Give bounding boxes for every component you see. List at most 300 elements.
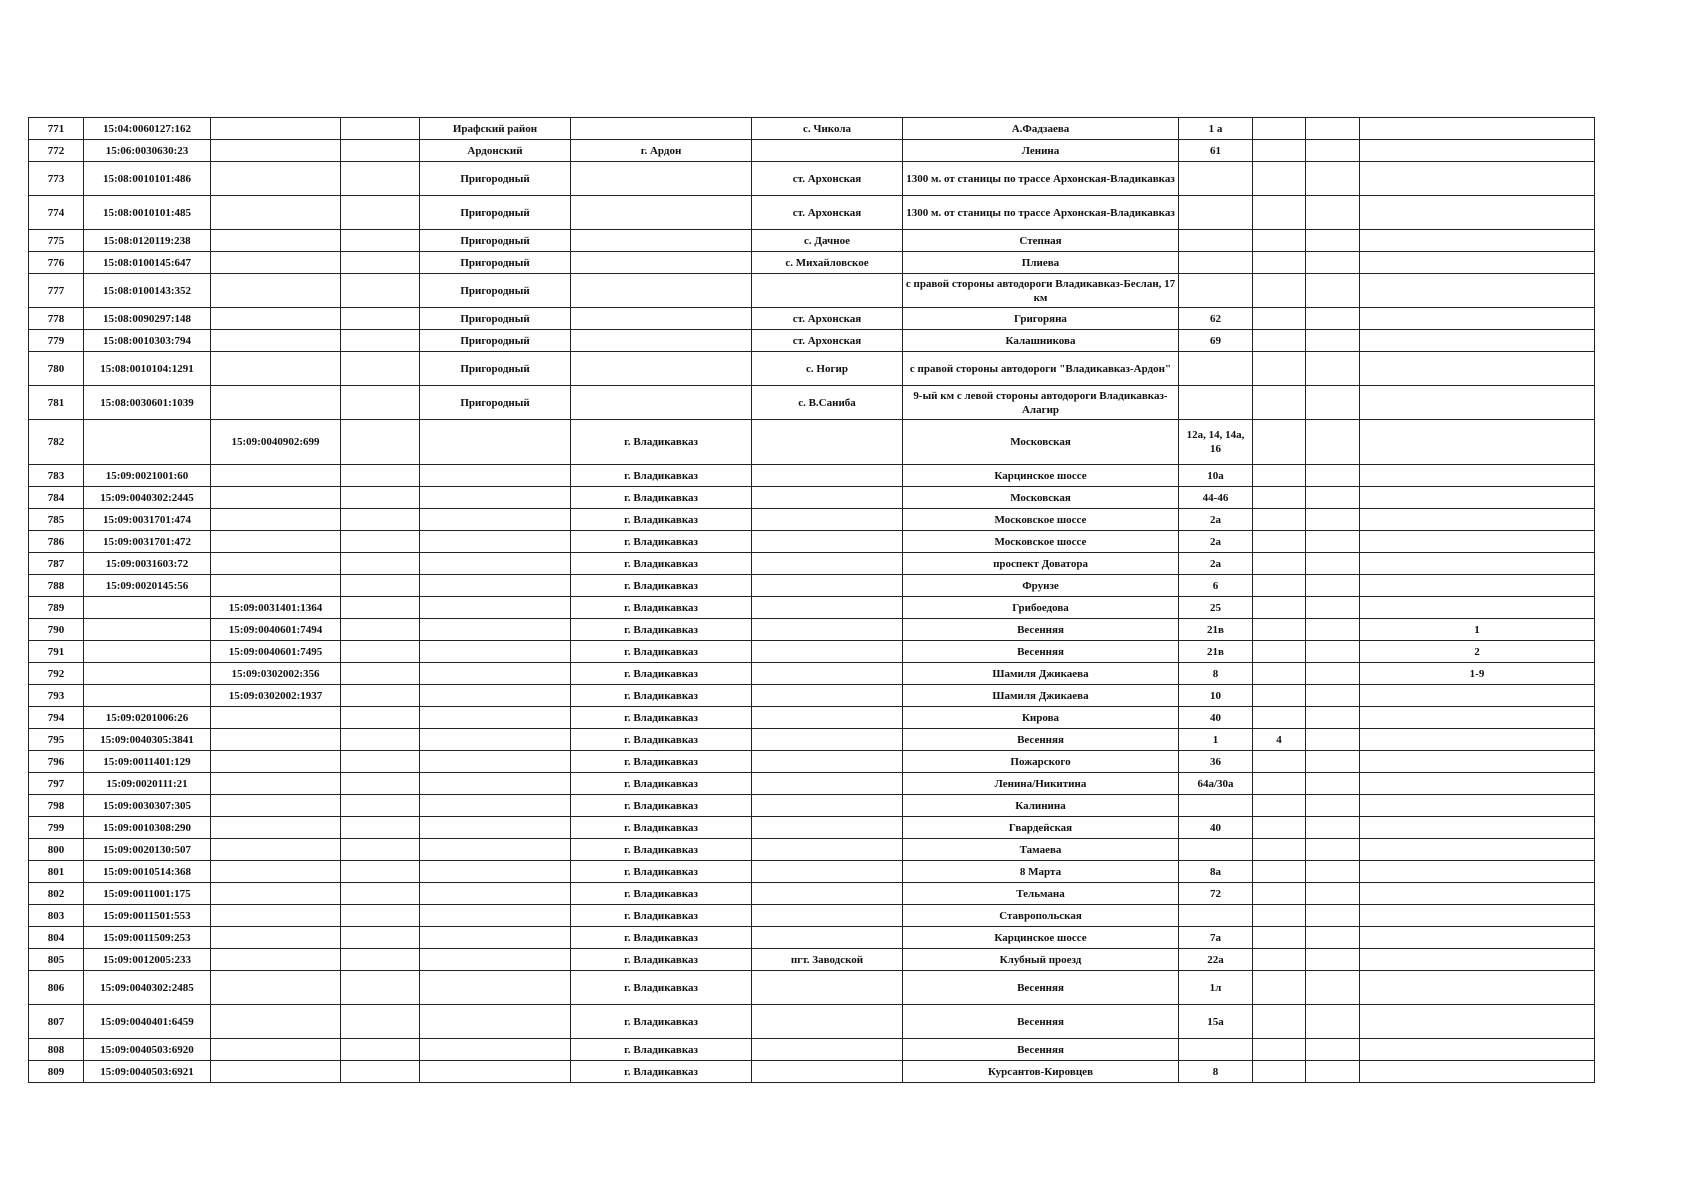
cell-cadastral-number-alt — [211, 817, 341, 839]
cell-col-10 — [1253, 531, 1306, 553]
cell-settlement: с. В.Саниба — [752, 386, 903, 420]
cell-empty-col-4 — [341, 1005, 420, 1039]
cell-region — [420, 883, 571, 905]
cell-empty-col-4 — [341, 795, 420, 817]
cell-region — [420, 905, 571, 927]
table-row — [29, 685, 1595, 707]
cell-region — [420, 597, 571, 619]
cell-col-10 — [1253, 773, 1306, 795]
cell-col-12 — [1360, 140, 1595, 162]
cell-house-number: 64а/30а — [1179, 773, 1253, 795]
table-row — [29, 817, 1595, 839]
cell-city — [571, 230, 752, 252]
cell-cadastral-number-alt — [211, 118, 341, 140]
cell-city — [571, 352, 752, 386]
cell-row-number: 773 — [29, 162, 84, 196]
cell-empty-col-4 — [341, 330, 420, 352]
cell-col-12 — [1360, 162, 1595, 196]
cell-house-number: 6 — [1179, 575, 1253, 597]
cell-settlement — [752, 707, 903, 729]
cell-cadastral-number-alt — [211, 949, 341, 971]
table-row — [29, 308, 1595, 330]
cell-city: г. Владикавказ — [571, 553, 752, 575]
cell-city: г. Владикавказ — [571, 465, 752, 487]
cell-city: г. Владикавказ — [571, 420, 752, 465]
table-row — [29, 531, 1595, 553]
cell-col-10 — [1253, 308, 1306, 330]
cell-empty-col-4 — [341, 274, 420, 308]
cell-settlement — [752, 883, 903, 905]
table-row — [29, 905, 1595, 927]
cell-cadastral-number: 15:08:0010101:485 — [84, 196, 211, 230]
cell-col-10 — [1253, 883, 1306, 905]
cell-col-10 — [1253, 140, 1306, 162]
cell-street: Ставропольская — [903, 905, 1179, 927]
cell-col-10 — [1253, 817, 1306, 839]
cell-street: 1300 м. от станицы по трассе Архонская-Владикавказ — [903, 196, 1179, 230]
cell-settlement — [752, 509, 903, 531]
cell-house-number: 40 — [1179, 707, 1253, 729]
cell-col-10 — [1253, 927, 1306, 949]
cell-cadastral-number — [84, 685, 211, 707]
cell-cadastral-number-alt — [211, 196, 341, 230]
cell-col-11 — [1306, 386, 1360, 420]
cell-col-12 — [1360, 330, 1595, 352]
cell-region: Пригородный — [420, 330, 571, 352]
cell-street: Весенняя — [903, 641, 1179, 663]
cell-street: Степная — [903, 230, 1179, 252]
cell-row-number: 802 — [29, 883, 84, 905]
cell-street: Ленина — [903, 140, 1179, 162]
cell-col-11 — [1306, 773, 1360, 795]
table-row — [29, 352, 1595, 386]
cell-settlement — [752, 465, 903, 487]
cell-cadastral-number-alt — [211, 1039, 341, 1061]
cell-col-10 — [1253, 509, 1306, 531]
cell-settlement — [752, 927, 903, 949]
cell-region — [420, 729, 571, 751]
cell-empty-col-4 — [341, 707, 420, 729]
cell-cadastral-number: 15:09:0012005:233 — [84, 949, 211, 971]
cell-empty-col-4 — [341, 949, 420, 971]
cell-col-10 — [1253, 1005, 1306, 1039]
cell-col-10 — [1253, 641, 1306, 663]
cell-house-number: 40 — [1179, 817, 1253, 839]
cell-street: Карцинское шоссе — [903, 465, 1179, 487]
cell-empty-col-4 — [341, 1061, 420, 1083]
cell-cadastral-number — [84, 597, 211, 619]
cell-empty-col-4 — [341, 252, 420, 274]
table-row — [29, 927, 1595, 949]
cell-house-number: 1 — [1179, 729, 1253, 751]
cell-cadastral-number: 15:08:0100145:647 — [84, 252, 211, 274]
cell-col-10 — [1253, 663, 1306, 685]
cell-row-number: 771 — [29, 118, 84, 140]
cell-empty-col-4 — [341, 531, 420, 553]
cell-region: Ирафский район — [420, 118, 571, 140]
cell-house-number — [1179, 905, 1253, 927]
cell-region — [420, 795, 571, 817]
table-row — [29, 1039, 1595, 1061]
cell-col-10 — [1253, 118, 1306, 140]
cell-region — [420, 1005, 571, 1039]
cell-house-number: 15а — [1179, 1005, 1253, 1039]
cell-col-12 — [1360, 230, 1595, 252]
cell-street: Пожарского — [903, 751, 1179, 773]
cell-house-number — [1179, 352, 1253, 386]
cell-col-12 — [1360, 751, 1595, 773]
cell-cadastral-number-alt — [211, 252, 341, 274]
cell-row-number: 788 — [29, 575, 84, 597]
cell-cadastral-number: 15:09:0010308:290 — [84, 817, 211, 839]
cell-settlement: с. Чикола — [752, 118, 903, 140]
cell-cadastral-number: 15:09:0030307:305 — [84, 795, 211, 817]
cell-cadastral-number-alt — [211, 707, 341, 729]
cell-city: г. Владикавказ — [571, 817, 752, 839]
cell-col-11 — [1306, 663, 1360, 685]
cell-cadastral-number-alt: 15:09:0302002:356 — [211, 663, 341, 685]
cell-col-10 — [1253, 861, 1306, 883]
cell-col-10 — [1253, 949, 1306, 971]
cell-settlement — [752, 971, 903, 1005]
cell-row-number: 772 — [29, 140, 84, 162]
cell-empty-col-4 — [341, 597, 420, 619]
cell-house-number — [1179, 196, 1253, 230]
cell-region — [420, 685, 571, 707]
table-row — [29, 707, 1595, 729]
cell-city: г. Владикавказ — [571, 905, 752, 927]
cell-house-number — [1179, 230, 1253, 252]
cell-col-11 — [1306, 729, 1360, 751]
cell-col-11 — [1306, 883, 1360, 905]
cell-settlement — [752, 487, 903, 509]
cell-row-number: 774 — [29, 196, 84, 230]
cell-cadastral-number: 15:09:0011401:129 — [84, 751, 211, 773]
cell-house-number — [1179, 162, 1253, 196]
cell-col-10 — [1253, 252, 1306, 274]
cell-col-11 — [1306, 905, 1360, 927]
cell-col-12 — [1360, 597, 1595, 619]
cell-col-11 — [1306, 685, 1360, 707]
cell-settlement — [752, 817, 903, 839]
cell-settlement — [752, 685, 903, 707]
table-row — [29, 465, 1595, 487]
cell-settlement — [752, 619, 903, 641]
cell-cadastral-number-alt — [211, 729, 341, 751]
cell-col-10 — [1253, 386, 1306, 420]
cell-row-number: 793 — [29, 685, 84, 707]
cell-city — [571, 274, 752, 308]
cell-street: Калашникова — [903, 330, 1179, 352]
cell-house-number: 36 — [1179, 751, 1253, 773]
cell-city: г. Владикавказ — [571, 641, 752, 663]
cell-col-12 — [1360, 707, 1595, 729]
cell-city — [571, 162, 752, 196]
cell-region — [420, 1061, 571, 1083]
cell-settlement — [752, 597, 903, 619]
cell-settlement: ст. Архонская — [752, 330, 903, 352]
cell-street: 8 Марта — [903, 861, 1179, 883]
cell-cadastral-number-alt — [211, 795, 341, 817]
cell-house-number: 8 — [1179, 663, 1253, 685]
cell-empty-col-4 — [341, 1039, 420, 1061]
cell-city: г. Владикавказ — [571, 487, 752, 509]
cell-row-number: 782 — [29, 420, 84, 465]
cell-col-11 — [1306, 971, 1360, 1005]
table-row — [29, 861, 1595, 883]
cell-settlement — [752, 420, 903, 465]
cell-region — [420, 509, 571, 531]
cell-street: Гвардейская — [903, 817, 1179, 839]
cell-col-12 — [1360, 553, 1595, 575]
cell-empty-col-4 — [341, 905, 420, 927]
cell-empty-col-4 — [341, 386, 420, 420]
table-row — [29, 597, 1595, 619]
cell-cadastral-number-alt — [211, 927, 341, 949]
cell-col-12 — [1360, 196, 1595, 230]
cell-settlement — [752, 140, 903, 162]
cell-cadastral-number-alt — [211, 308, 341, 330]
cell-row-number: 789 — [29, 597, 84, 619]
table-row — [29, 1005, 1595, 1039]
cell-region: Пригородный — [420, 196, 571, 230]
cell-col-10 — [1253, 230, 1306, 252]
cell-cadastral-number: 15:09:0201006:26 — [84, 707, 211, 729]
cell-city: г. Владикавказ — [571, 685, 752, 707]
cell-col-11 — [1306, 487, 1360, 509]
cell-city: г. Владикавказ — [571, 663, 752, 685]
cell-city — [571, 252, 752, 274]
cell-cadastral-number: 15:08:0010303:794 — [84, 330, 211, 352]
cell-cadastral-number — [84, 420, 211, 465]
cell-cadastral-number — [84, 641, 211, 663]
cell-empty-col-4 — [341, 817, 420, 839]
cell-city: г. Владикавказ — [571, 1039, 752, 1061]
cell-col-10 — [1253, 352, 1306, 386]
cell-col-11 — [1306, 1061, 1360, 1083]
cell-settlement — [752, 839, 903, 861]
cell-street: Григоряна — [903, 308, 1179, 330]
cell-col-11 — [1306, 927, 1360, 949]
cell-cadastral-number-alt: 15:09:0040601:7495 — [211, 641, 341, 663]
cell-settlement: ст. Архонская — [752, 162, 903, 196]
cell-col-11 — [1306, 465, 1360, 487]
cell-cadastral-number: 15:09:0040503:6921 — [84, 1061, 211, 1083]
cell-region — [420, 949, 571, 971]
cell-cadastral-number-alt — [211, 274, 341, 308]
cell-col-12 — [1360, 773, 1595, 795]
cell-cadastral-number-alt — [211, 553, 341, 575]
cell-settlement — [752, 531, 903, 553]
cell-cadastral-number-alt — [211, 575, 341, 597]
cell-city: г. Владикавказ — [571, 949, 752, 971]
cell-col-12 — [1360, 861, 1595, 883]
cell-region — [420, 575, 571, 597]
cell-settlement: ст. Архонская — [752, 196, 903, 230]
cell-col-11 — [1306, 1005, 1360, 1039]
cell-empty-col-4 — [341, 927, 420, 949]
cell-col-12 — [1360, 118, 1595, 140]
table-row — [29, 839, 1595, 861]
table-row — [29, 795, 1595, 817]
cell-cadastral-number-alt — [211, 330, 341, 352]
cell-region: Пригородный — [420, 252, 571, 274]
cell-cadastral-number: 15:09:0020145:56 — [84, 575, 211, 597]
cell-city — [571, 386, 752, 420]
cell-col-11 — [1306, 751, 1360, 773]
cell-settlement: с. Дачное — [752, 230, 903, 252]
cell-empty-col-4 — [341, 729, 420, 751]
cell-cadastral-number: 15:08:0010104:1291 — [84, 352, 211, 386]
cell-region — [420, 751, 571, 773]
cell-col-12 — [1360, 883, 1595, 905]
cell-col-12 — [1360, 352, 1595, 386]
cell-cadastral-number: 15:09:0011509:253 — [84, 927, 211, 949]
cell-house-number: 21в — [1179, 619, 1253, 641]
cell-settlement — [752, 729, 903, 751]
cell-street: 1300 м. от станицы по трассе Архонская-Владикавказ — [903, 162, 1179, 196]
cell-col-12 — [1360, 927, 1595, 949]
cell-settlement — [752, 795, 903, 817]
cell-empty-col-4 — [341, 861, 420, 883]
cell-col-10 — [1253, 487, 1306, 509]
cell-region: Ардонский — [420, 140, 571, 162]
cell-col-10 — [1253, 1039, 1306, 1061]
cell-empty-col-4 — [341, 971, 420, 1005]
cell-col-10 — [1253, 420, 1306, 465]
cell-cadastral-number: 15:09:0040302:2485 — [84, 971, 211, 1005]
cell-row-number: 803 — [29, 905, 84, 927]
cell-empty-col-4 — [341, 162, 420, 196]
cell-settlement: ст. Архонская — [752, 308, 903, 330]
cell-street: Тельмана — [903, 883, 1179, 905]
cell-col-10 — [1253, 162, 1306, 196]
cell-city: г. Владикавказ — [571, 509, 752, 531]
cell-col-10 — [1253, 751, 1306, 773]
cell-col-11 — [1306, 140, 1360, 162]
cell-region — [420, 663, 571, 685]
cell-settlement — [752, 751, 903, 773]
cell-settlement — [752, 1005, 903, 1039]
cell-empty-col-4 — [341, 487, 420, 509]
registry-table — [28, 117, 1595, 1083]
cell-settlement: с. Ногир — [752, 352, 903, 386]
cell-row-number: 791 — [29, 641, 84, 663]
cell-region — [420, 707, 571, 729]
cell-cadastral-number-alt — [211, 487, 341, 509]
cell-cadastral-number-alt: 15:09:0031401:1364 — [211, 597, 341, 619]
cell-col-12: 1 — [1360, 619, 1595, 641]
table-row — [29, 971, 1595, 1005]
cell-settlement: с. Михайловское — [752, 252, 903, 274]
cell-region — [420, 553, 571, 575]
table-row — [29, 949, 1595, 971]
cell-row-number: 796 — [29, 751, 84, 773]
cell-settlement — [752, 274, 903, 308]
cell-empty-col-4 — [341, 420, 420, 465]
cell-col-10 — [1253, 465, 1306, 487]
cell-region — [420, 773, 571, 795]
cell-col-10 — [1253, 553, 1306, 575]
cell-street: с правой стороны автодороги Владикавказ-Беслан, 17 км — [903, 274, 1179, 308]
table-row — [29, 140, 1595, 162]
cell-col-12 — [1360, 1005, 1595, 1039]
cell-row-number: 785 — [29, 509, 84, 531]
cell-settlement — [752, 663, 903, 685]
cell-cadastral-number-alt — [211, 839, 341, 861]
cell-house-number: 2а — [1179, 553, 1253, 575]
table-row — [29, 420, 1595, 465]
cell-row-number: 776 — [29, 252, 84, 274]
cell-col-11 — [1306, 352, 1360, 386]
cell-cadastral-number-alt — [211, 230, 341, 252]
cell-col-11 — [1306, 1039, 1360, 1061]
cell-col-10 — [1253, 795, 1306, 817]
cell-street: Московская — [903, 487, 1179, 509]
cell-settlement — [752, 553, 903, 575]
cell-cadastral-number: 15:08:0010101:486 — [84, 162, 211, 196]
cell-col-10 — [1253, 619, 1306, 641]
cell-cadastral-number-alt: 15:09:0302002:1937 — [211, 685, 341, 707]
cell-street: Ленина/Никитина — [903, 773, 1179, 795]
cell-region — [420, 971, 571, 1005]
cell-col-11 — [1306, 531, 1360, 553]
cell-col-12 — [1360, 420, 1595, 465]
cell-city: г. Владикавказ — [571, 1061, 752, 1083]
table-row — [29, 729, 1595, 751]
cell-col-11 — [1306, 420, 1360, 465]
cell-col-12 — [1360, 817, 1595, 839]
cell-street: Фрунзе — [903, 575, 1179, 597]
cell-house-number: 8а — [1179, 861, 1253, 883]
cell-empty-col-4 — [341, 751, 420, 773]
cell-city: г. Владикавказ — [571, 619, 752, 641]
cell-house-number: 21в — [1179, 641, 1253, 663]
cell-empty-col-4 — [341, 308, 420, 330]
cell-row-number: 808 — [29, 1039, 84, 1061]
cell-house-number — [1179, 386, 1253, 420]
cell-street: 9-ый км с левой стороны автодороги Владикавказ-Алагир — [903, 386, 1179, 420]
cell-cadastral-number: 15:08:0120119:238 — [84, 230, 211, 252]
cell-row-number: 809 — [29, 1061, 84, 1083]
cell-row-number: 801 — [29, 861, 84, 883]
cell-cadastral-number-alt — [211, 773, 341, 795]
cell-city — [571, 308, 752, 330]
cell-col-11 — [1306, 839, 1360, 861]
cell-col-10 — [1253, 597, 1306, 619]
cell-city: г. Владикавказ — [571, 575, 752, 597]
cell-street: проспект Доватора — [903, 553, 1179, 575]
cell-cadastral-number-alt — [211, 971, 341, 1005]
table-row — [29, 252, 1595, 274]
cell-street: Тамаева — [903, 839, 1179, 861]
cell-row-number: 783 — [29, 465, 84, 487]
cell-col-12 — [1360, 531, 1595, 553]
cell-house-number: 1 а — [1179, 118, 1253, 140]
cell-cadastral-number: 15:09:0020130:507 — [84, 839, 211, 861]
cell-house-number: 22а — [1179, 949, 1253, 971]
cell-city — [571, 118, 752, 140]
cell-settlement — [752, 773, 903, 795]
cell-region — [420, 465, 571, 487]
cell-street: Калинина — [903, 795, 1179, 817]
cell-cadastral-number: 15:09:0011001:175 — [84, 883, 211, 905]
cell-col-12 — [1360, 949, 1595, 971]
cell-row-number: 805 — [29, 949, 84, 971]
table-row — [29, 1061, 1595, 1083]
cell-row-number: 786 — [29, 531, 84, 553]
cell-settlement — [752, 861, 903, 883]
